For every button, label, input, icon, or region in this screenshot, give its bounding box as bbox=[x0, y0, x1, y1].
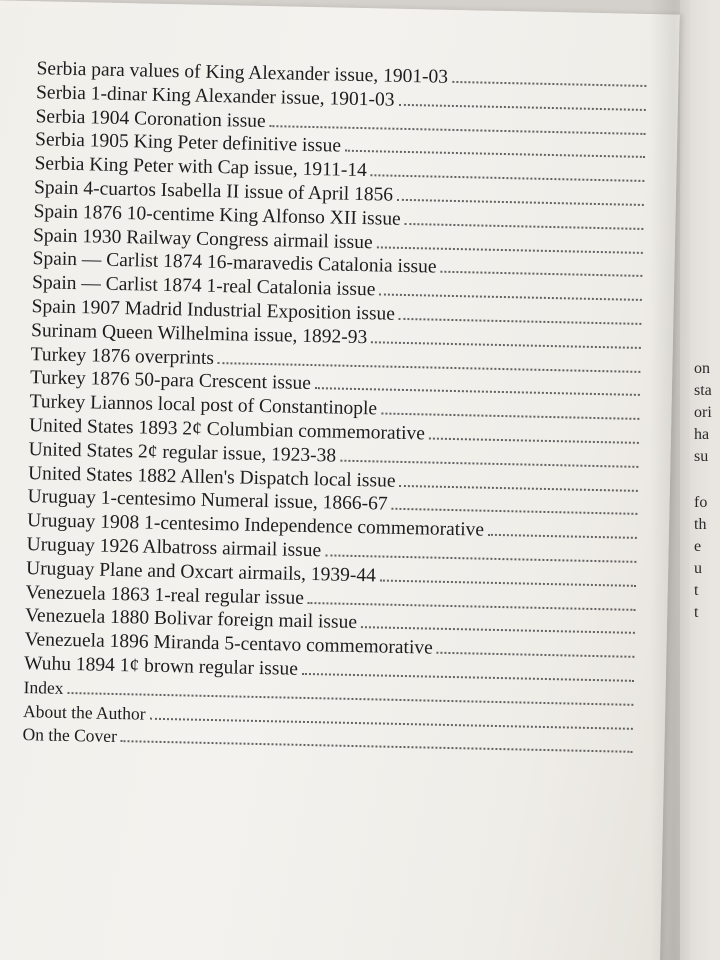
toc-entry-title: United States 1882 Allen's Dispatch local issue bbox=[27, 462, 396, 492]
toc-entry-title: Serbia King Peter with Cap issue, 1911-14 bbox=[34, 153, 368, 182]
toc-entry-title: Wuhu 1894 1¢ brown regular issue bbox=[23, 652, 299, 680]
dot-leader bbox=[381, 407, 640, 420]
dot-leader bbox=[379, 288, 642, 301]
facing-page-text bbox=[694, 358, 720, 624]
text-fragment: u bbox=[694, 560, 702, 577]
dot-leader bbox=[399, 478, 638, 491]
dot-leader bbox=[399, 312, 642, 325]
toc-entry-title: Spain 1930 Railway Congress airmail issue bbox=[32, 224, 373, 253]
toc-entry-title: Uruguay 1926 Albatross airmail issue bbox=[26, 534, 322, 562]
text-fragment: su bbox=[694, 448, 709, 465]
toc-entry-title: Uruguay 1-centesimo Numeral issue, 1866-67 bbox=[27, 486, 388, 515]
dot-leader bbox=[361, 620, 635, 634]
toc-entry-title: About the Author bbox=[22, 700, 146, 724]
text-fragment: fo bbox=[694, 494, 708, 511]
text-fragment: t bbox=[694, 604, 699, 621]
toc-entry-title: Spain 1876 10-centime King Alfonso XII issue bbox=[33, 200, 401, 230]
dot-leader bbox=[308, 596, 636, 611]
text-fragment: t bbox=[694, 582, 699, 599]
toc-entry-title: Index bbox=[23, 676, 64, 698]
text-fragment: th bbox=[694, 516, 707, 533]
text-fragment: ha bbox=[694, 426, 710, 443]
toc-entry-title: Turkey Liannos local post of Constantinople bbox=[29, 391, 378, 420]
toc-entry-title: Serbia para values of King Alexander issue, 1901-03 bbox=[36, 58, 449, 88]
dot-leader bbox=[371, 335, 641, 349]
text-fragment: e bbox=[694, 538, 702, 555]
gutter-shadow bbox=[650, 0, 690, 960]
toc-entry-title: Serbia 1904 Coronation issue bbox=[35, 105, 266, 132]
dot-leader bbox=[345, 144, 645, 158]
toc-entry-title: Serbia 1905 King Peter definitive issue bbox=[34, 129, 342, 157]
toc-entry-title: Spain 1907 Madrid Industrial Exposition issue bbox=[31, 296, 396, 325]
dot-leader bbox=[270, 119, 646, 135]
dot-leader bbox=[440, 265, 642, 277]
dot-leader bbox=[340, 453, 638, 467]
dot-leader bbox=[302, 667, 634, 682]
toc-entry-title: Venezuela 1896 Miranda 5-centavo commemorative bbox=[24, 629, 434, 659]
toc-entry-title: Serbia 1-dinar King Alexander issue, 1901-03 bbox=[35, 81, 395, 111]
dot-leader bbox=[315, 381, 640, 396]
toc-entry-title: Surinam Queen Wilhelmina issue, 1892-93 bbox=[30, 319, 368, 348]
paragraph-gap bbox=[694, 468, 720, 492]
text-fragment: sta bbox=[694, 382, 712, 399]
dot-leader bbox=[405, 217, 644, 230]
dot-leader bbox=[397, 193, 644, 206]
dot-leader bbox=[218, 356, 641, 373]
toc-entry-title: Uruguay 1908 1-centesimo Independence commemorative bbox=[26, 510, 485, 541]
dot-leader bbox=[392, 502, 638, 515]
toc-entry-title: Uruguay Plane and Oxcart airmails, 1939-44 bbox=[25, 557, 377, 587]
text-fragment: ori bbox=[694, 404, 712, 421]
toc-entry-title: On the Cover bbox=[22, 724, 118, 747]
toc-entry-title: Turkey 1876 overprints bbox=[30, 343, 215, 369]
dot-leader bbox=[121, 734, 633, 753]
toc-entry-title: United States 2¢ regular issue, 1923-38 bbox=[28, 438, 337, 467]
toc-entry-title: Spain — Carlist 1874 1-real Catalonia issue bbox=[31, 272, 376, 301]
table-of-contents bbox=[22, 57, 646, 760]
dot-leader bbox=[376, 240, 643, 254]
toc-entry-title: Venezuela 1863 1-real regular issue bbox=[25, 581, 305, 609]
dot-leader bbox=[398, 98, 646, 111]
dot-leader bbox=[371, 168, 645, 182]
toc-entry-title: Spain 4-cuartos Isabella II issue of April 1856 bbox=[33, 177, 394, 206]
toc-entry-title: Turkey 1876 50-para Crescent issue bbox=[29, 367, 312, 395]
dot-leader bbox=[437, 646, 635, 658]
dot-leader bbox=[452, 75, 647, 87]
toc-entry-title: United States 1893 2¢ Columbian commemorative bbox=[28, 415, 426, 445]
toc-entry-title: Venezuela 1880 Bolivar foreign mail issue bbox=[24, 605, 358, 634]
toc-entry-title: Spain — Carlist 1874 16-maravedis Catalonia issue bbox=[32, 248, 437, 278]
dot-leader bbox=[488, 528, 637, 539]
dot-leader bbox=[380, 573, 636, 586]
dot-leader bbox=[325, 548, 636, 563]
dot-leader bbox=[429, 431, 639, 443]
text-fragment: on bbox=[694, 360, 710, 377]
